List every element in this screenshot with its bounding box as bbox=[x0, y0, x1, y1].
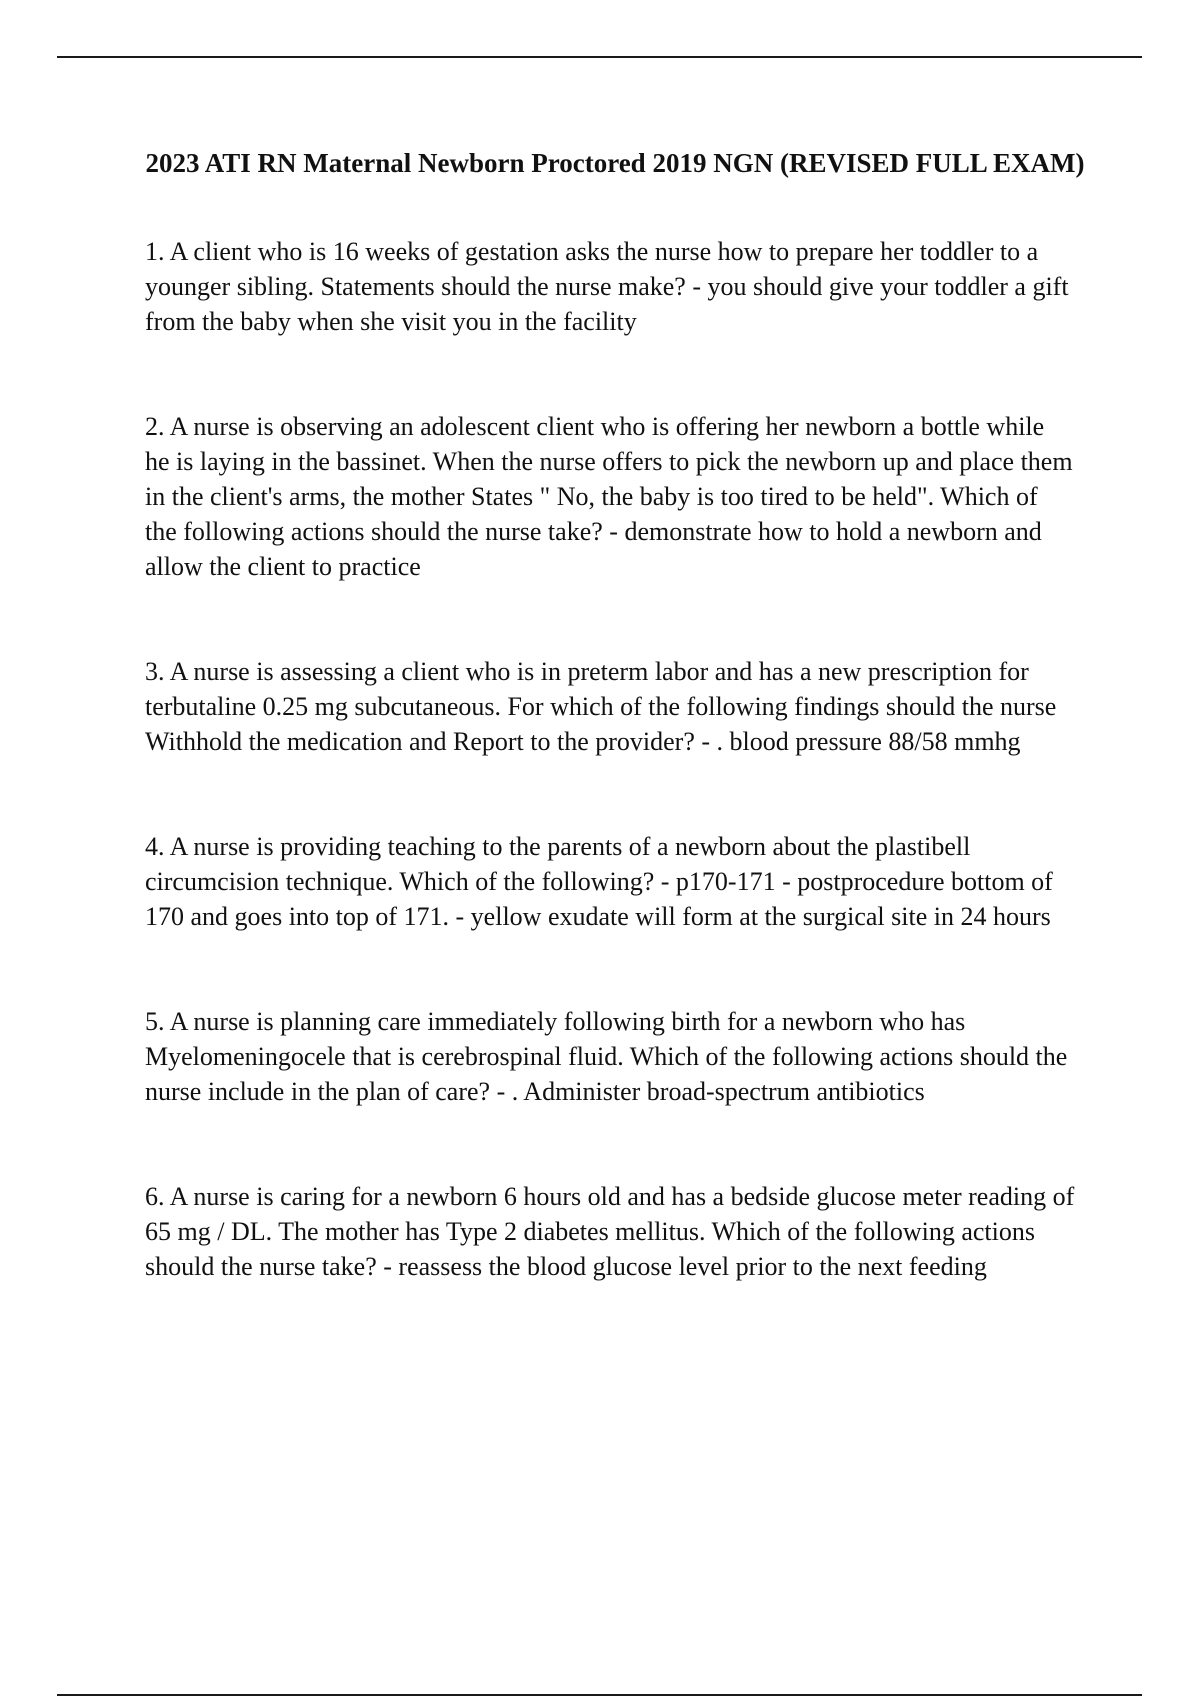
header-rule bbox=[57, 56, 1142, 58]
question-item: 2. A nurse is observing an adolescent client who is offering her newborn a bottle while he is laying in the bassinet. When the nurse offers to pick the newborn up and place them in the client's arms, the mother States " No, the baby is too tired to be held". Which of the following actions should the nurse take? - demonstrate how to hold a newborn and allow the client to practice bbox=[145, 412, 1073, 581]
question-item: 3. A nurse is assessing a client who is in preterm labor and has a new prescription for terbutaline 0.25 mg subcutaneous. For which of the following findings should the nurse Withhold the medication and Report to the provider? - . blood pressure 88/58 mmhg bbox=[145, 657, 1057, 756]
document-page bbox=[145, 145, 1085, 1284]
document-title: 2023 ATI RN Maternal Newborn Proctored 2019 NGN (REVISED FULL EXAM) bbox=[145, 148, 1085, 178]
question-list bbox=[145, 234, 1085, 1284]
question-item: 4. A nurse is providing teaching to the parents of a newborn about the plastibell circumcision technique. Which of the following? - p170-171 - postprocedure bottom of 170 and goes into top of 171. - yellow exudate will form at the surgical site in 24 hours bbox=[145, 832, 1053, 931]
footer-rule bbox=[57, 1694, 1142, 1696]
question-item: 5. A nurse is planning care immediately following birth for a newborn who has Myelomeningocele that is cerebrospinal fluid. Which of the following actions should the nurse include in the plan of care? - . Administer broad-spectrum antibiotics bbox=[145, 1007, 1068, 1106]
question-item: 1. A client who is 16 weeks of gestation asks the nurse how to prepare her toddler to a younger sibling. Statements should the nurse make? - you should give your toddler a gift from the baby when she visit you in the facility bbox=[145, 237, 1069, 336]
question-item: 6. A nurse is caring for a newborn 6 hours old and has a bedside glucose meter reading of 65 mg / DL. The mother has Type 2 diabetes mellitus. Which of the following actions should the nurse take? - reassess the blood glucose level prior to the next feeding bbox=[145, 1182, 1075, 1281]
